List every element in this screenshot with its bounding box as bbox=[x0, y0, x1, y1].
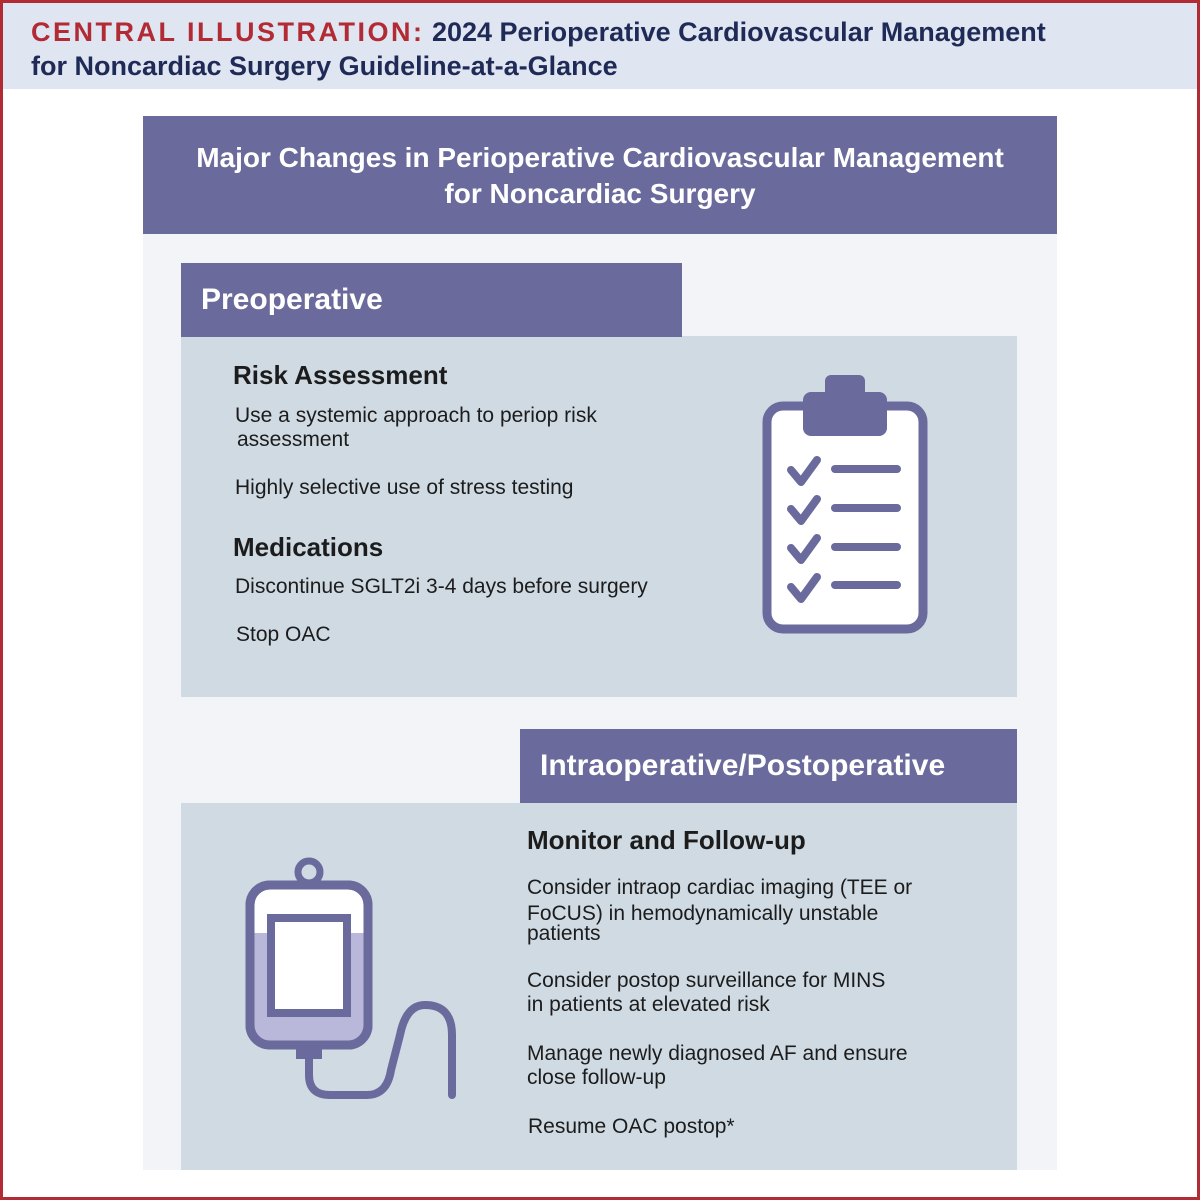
risk-item-1-line2: assessment bbox=[237, 428, 350, 451]
intraop-item-3-line1: Manage newly diagnosed AF and ensure bbox=[527, 1042, 908, 1065]
main-header bbox=[143, 116, 1057, 234]
intraop-item-1-line2: FoCUS) in hemodynamically unstable bbox=[527, 902, 879, 925]
iv-bag-icon bbox=[240, 855, 465, 1105]
med-item-2: Stop OAC bbox=[236, 623, 331, 646]
banner-line-1 bbox=[31, 15, 1197, 49]
preoperative-tab: Preoperative bbox=[181, 263, 682, 337]
intraop-item-2-line2: in patients at elevated risk bbox=[527, 993, 770, 1016]
risk-item-2: Highly selective use of stress testing bbox=[235, 476, 574, 499]
central-illustration-tag: CENTRAL ILLUSTRATION: bbox=[31, 17, 425, 47]
intraop-item-2-line1: Consider postop surveillance for MINS bbox=[527, 969, 886, 992]
medications-heading: Medications bbox=[233, 532, 384, 562]
intraop-item-1-line1: Consider intraop cardiac imaging (TEE or bbox=[527, 876, 913, 899]
main-header-line1: Major Changes in Perioperative Cardiovascular Management bbox=[196, 142, 1004, 173]
banner-title-part1: 2024 Perioperative Cardiovascular Management bbox=[424, 17, 1046, 47]
intraop-item-4: Resume OAC postop* bbox=[528, 1115, 735, 1138]
monitor-followup-heading: Monitor and Follow-up bbox=[527, 825, 806, 855]
intraop-postop-tab: Intraoperative/Postoperative bbox=[520, 729, 1017, 803]
banner-title-part2: for Noncardiac Surgery Guideline-at-a-Glance bbox=[31, 51, 618, 81]
title-banner bbox=[3, 3, 1197, 89]
risk-item-1-line1: Use a systemic approach to periop risk bbox=[235, 404, 597, 427]
intraop-item-3-line2: close follow-up bbox=[527, 1066, 666, 1089]
intraop-item-1-line3: patients bbox=[527, 922, 601, 945]
main-header-line2: for Noncardiac Surgery bbox=[444, 178, 756, 209]
clipboard-checklist-icon bbox=[755, 372, 935, 637]
med-item-1: Discontinue SGLT2i 3-4 days before surgery bbox=[235, 575, 648, 598]
risk-assessment-heading: Risk Assessment bbox=[233, 360, 448, 390]
